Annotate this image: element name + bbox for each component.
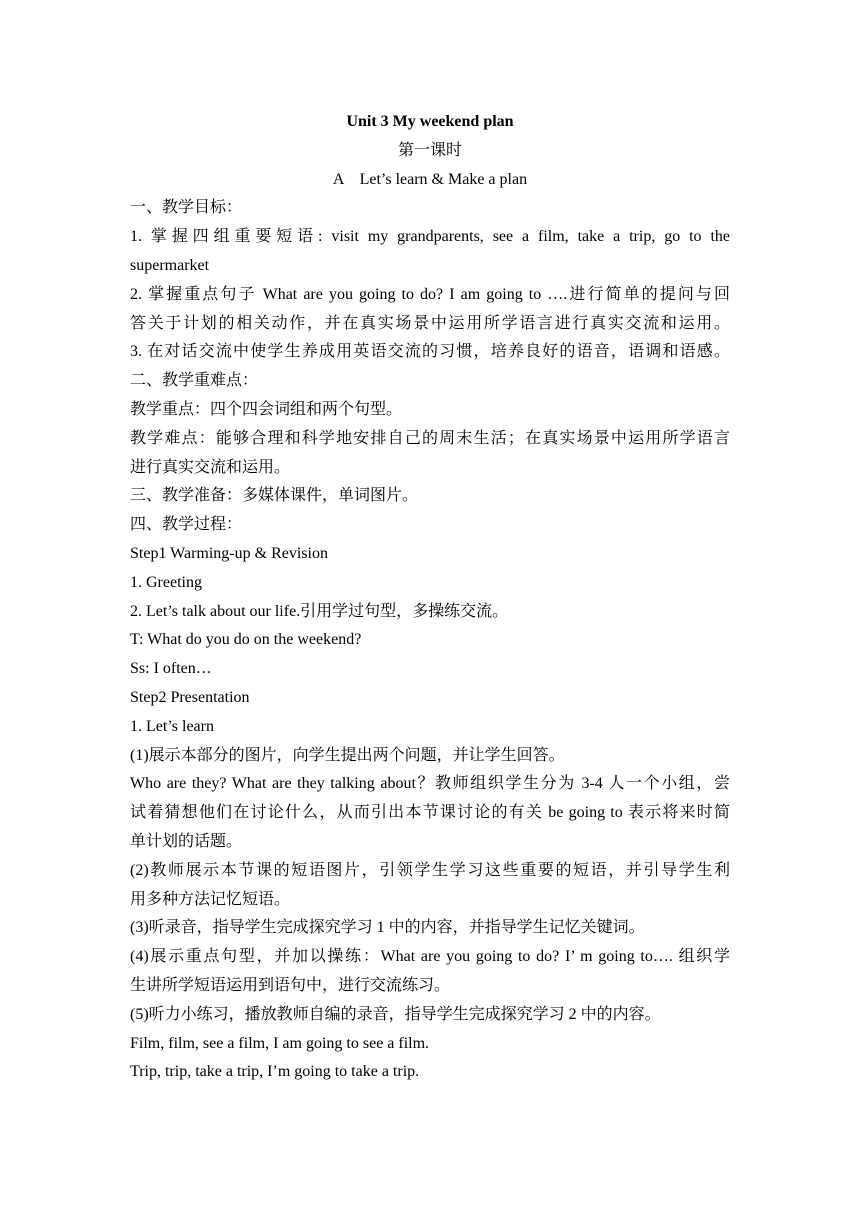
step-2-subitem-2-line-2: 用多种方法记忆短语。	[130, 890, 291, 908]
step-2-subitem-2-line-1: (2)教师展示本节课的短语图片，引领学生学习这些重要的短语，并引导学生利	[130, 861, 730, 879]
chant-line-1: Film, film, see a film, I am going to see a film.	[130, 1034, 430, 1052]
step-2-subitem-4-line-2: 生讲所学短语运用到语句中，进行交流练习。	[130, 976, 451, 994]
lesson-label: 第一课时	[397, 141, 462, 159]
document-body	[130, 108, 730, 1087]
difficult-point-line-1: 教学难点：能够合理和科学地安排自己的周末生活；在真实场景中运用所学语言	[130, 429, 730, 447]
step-2-subitem-3: (3)听录音，指导学生完成探究学习 1 中的内容，并指导学生记忆关键词。	[130, 919, 645, 937]
objective-1-line-2: supermarket	[130, 256, 210, 274]
step-1-item-1: 1. Greeting	[130, 573, 202, 591]
step-2-item-1: 1. Let’s learn	[130, 717, 214, 735]
key-point: 教学重点：四个四会词组和两个句型。	[130, 400, 403, 418]
difficult-point-line-2: 进行真实交流和运用。	[130, 458, 291, 476]
step-2-subitem-1-line-3: 试着猜想他们在讨论什么，从而引出本节课讨论的有关 be going to 表示将来时简	[130, 804, 730, 822]
step-1-heading: Step1 Warming-up & Revision	[130, 544, 328, 562]
step-2-subitem-1: (1)展示本部分的图片，向学生提出两个问题，并让学生回答。	[130, 746, 565, 764]
heading-objectives: 一、教学目标：	[130, 199, 243, 217]
students-line: Ss: I often…	[130, 660, 212, 678]
chant-line-2: Trip, trip, take a trip, I’m going to take a trip.	[130, 1063, 420, 1081]
heading-preparation: 三、教学准备：多媒体课件，单词图片。	[130, 487, 419, 505]
heading-process: 四、教学过程：	[130, 516, 243, 534]
step-2-subitem-5: (5)听力小练习，播放教师自编的录音，指导学生完成探究学习 2 中的内容。	[130, 1005, 661, 1023]
objective-2-line-1: 2. 掌握重点句子 What are you going to do? I am going to ….进行简单的提问与回	[130, 285, 730, 303]
teacher-line: T: What do you do on the weekend?	[130, 631, 362, 649]
document-title: Unit 3 My weekend plan	[346, 113, 514, 130]
step-2-heading: Step2 Presentation	[130, 688, 250, 706]
objective-1-line-1: 1. 掌握四组重要短语: visit my grandparents, see a film, take a trip, go to the	[130, 228, 730, 246]
step-2-subitem-1-line-4: 单计划的话题。	[130, 832, 243, 850]
section-title: A Let’s learn & Make a plan	[332, 170, 528, 188]
step-2-subitem-4-line-1: (4)展示重点句型，并加以操练：What are you going to do? I’ m going to…. 组织学	[130, 948, 730, 966]
step-1-item-2: 2. Let’s talk about our life.引用学过句型，多操练交流。	[130, 602, 509, 620]
objective-3: 3. 在对话交流中使学生养成用英语交流的习惯，培养良好的语音，语调和语感。	[130, 343, 730, 361]
objective-2-line-2: 答关于计划的相关动作，并在真实场景中运用所学语言进行真实交流和运用。	[130, 314, 730, 332]
step-2-subitem-1-line-2: Who are they? What are they talking about？教师组织学生分为 3-4 人一个小组，尝	[130, 775, 730, 793]
heading-key-points: 二、教学重难点：	[130, 372, 259, 390]
